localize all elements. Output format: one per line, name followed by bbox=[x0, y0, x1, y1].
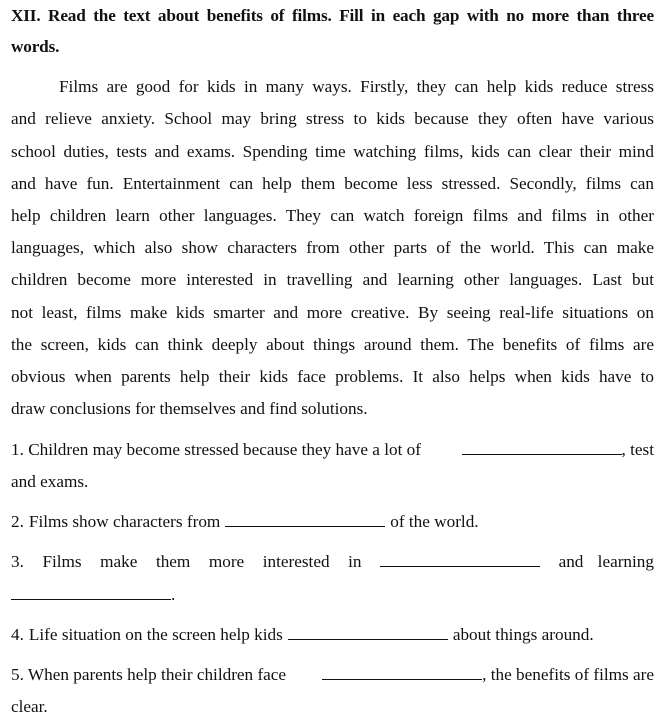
answer-blank-3b[interactable] bbox=[11, 585, 171, 600]
passage-line: draw conclusions for themselves and find solutions. bbox=[11, 399, 368, 418]
question-continuation: clear. bbox=[11, 697, 48, 716]
question-text: and learning bbox=[558, 552, 654, 571]
passage-line: languages, which also show characters from other parts of the world. This can make bbox=[11, 238, 654, 257]
question-word: Films bbox=[42, 552, 82, 571]
question-text: When parents help their children face bbox=[27, 665, 287, 684]
heading-line-1: XII. Read the text about benefits of films. Fill in each gap with no more than three bbox=[11, 6, 654, 25]
question-word: interested bbox=[262, 552, 330, 571]
question-word: more bbox=[208, 552, 245, 571]
passage-line: Films are good for kids in many ways. Firstly, they can help kids reduce stress bbox=[59, 77, 654, 96]
passage-line: not least, films make kids smarter and more creative. By seeing real-life situations on bbox=[11, 303, 654, 322]
question-continuation: and exams. bbox=[11, 472, 89, 491]
passage-line: help children learn other languages. They can watch foreign films and films in other bbox=[11, 206, 654, 225]
question-text: Children may become stressed because they have a lot of bbox=[28, 440, 421, 459]
passage-line: and have fun. Entertainment can help them become less stressed. Secondly, films can bbox=[11, 174, 654, 193]
question-number: 2. bbox=[11, 512, 24, 531]
passage-line: school duties, tests and exams. Spending time watching films, kids can clear their mind bbox=[11, 142, 654, 161]
question-text: . bbox=[171, 585, 176, 604]
passage-line: and relieve anxiety. School may bring stress to kids because they often have various bbox=[11, 109, 654, 128]
question-word: in bbox=[348, 552, 362, 571]
question-text: Films show characters from bbox=[28, 512, 221, 531]
passage-line: the screen, kids can think deeply about things around them. The benefits of films are bbox=[11, 335, 654, 354]
question-number: 4. bbox=[11, 625, 24, 644]
question-word: make bbox=[100, 552, 138, 571]
question-number: 5. bbox=[11, 665, 24, 684]
answer-blank-1[interactable] bbox=[462, 440, 622, 455]
question-text: Life situation on the screen help kids bbox=[28, 625, 283, 644]
answer-blank-5[interactable] bbox=[322, 665, 482, 680]
answer-blank-2[interactable] bbox=[225, 512, 385, 527]
question-number: 3. bbox=[11, 552, 24, 571]
question-text: of the world. bbox=[390, 512, 479, 531]
answer-blank-3a[interactable] bbox=[380, 552, 540, 567]
question-text: about things around. bbox=[452, 625, 594, 644]
passage-line: children become more interested in travelling and learning other languages. Last but bbox=[11, 270, 654, 289]
question-text: , the benefits of films are bbox=[482, 665, 654, 684]
question-word: them bbox=[155, 552, 191, 571]
heading-line-2: words. bbox=[11, 37, 60, 56]
passage-line: obvious when parents help their kids face problems. It also helps when kids have to bbox=[11, 367, 654, 386]
question-text: , test bbox=[621, 440, 654, 459]
answer-blank-4[interactable] bbox=[288, 625, 448, 640]
question-number: 1. bbox=[11, 440, 24, 459]
